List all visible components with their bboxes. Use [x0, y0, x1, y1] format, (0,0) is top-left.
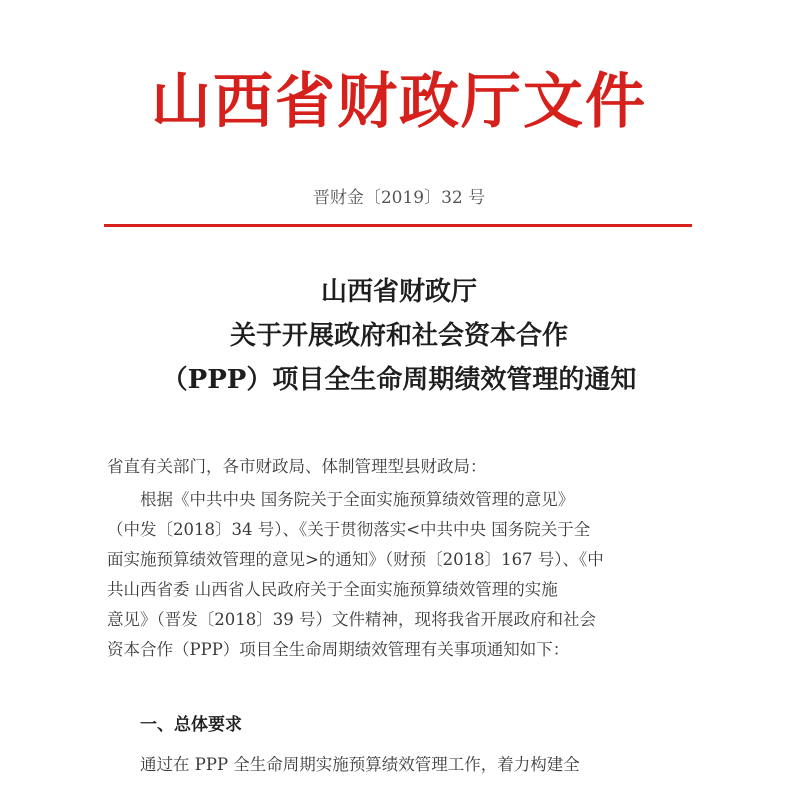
addressee-line: 省直有关部门，各市财政局、体制管理型县财政局： [107, 457, 487, 476]
title-line-2: 关于开展政府和社会资本合作 [229, 321, 568, 351]
section-heading-1: 一、总体要求 [140, 715, 242, 735]
paragraph-line: （中发〔2018〕34 号）、《关于贯彻落实<中共中央 国务院关于全 [107, 520, 591, 539]
paragraph-line: 资本合作（PPP）项目全生命周期绩效管理有关事项通知如下： [107, 640, 570, 659]
red-divider-line [104, 224, 692, 227]
paragraph-line: 通过在 PPP 全生命周期实施预算绩效管理工作，着力构建全 [140, 755, 580, 774]
body-paragraph-1 [107, 485, 697, 665]
document-title [0, 270, 798, 402]
paragraph-line: 意见》（晋发〔2018〕39 号）文件精神，现将我省开展政府和社会 [107, 610, 596, 629]
title-line-3: （PPP）项目全生命周期绩效管理的通知 [161, 365, 637, 395]
document-number: 晋财金〔2019〕32 号 [312, 188, 486, 208]
paragraph-line: 面实施预算绩效管理的意见>的通知》（财预〔2018〕167 号）、《中 [107, 550, 604, 569]
section-1-text [107, 750, 697, 780]
title-line-1: 山西省财政厅 [320, 277, 477, 307]
paragraph-line: 共山西省委 山西省人民政府关于全面实施预算绩效管理的实施 [107, 580, 558, 599]
org-header-title: 山西省财政厅文件 [151, 67, 647, 137]
paragraph-line: 根据《中共中央 国务院关于全面实施预算绩效管理的意见》 [140, 490, 575, 509]
